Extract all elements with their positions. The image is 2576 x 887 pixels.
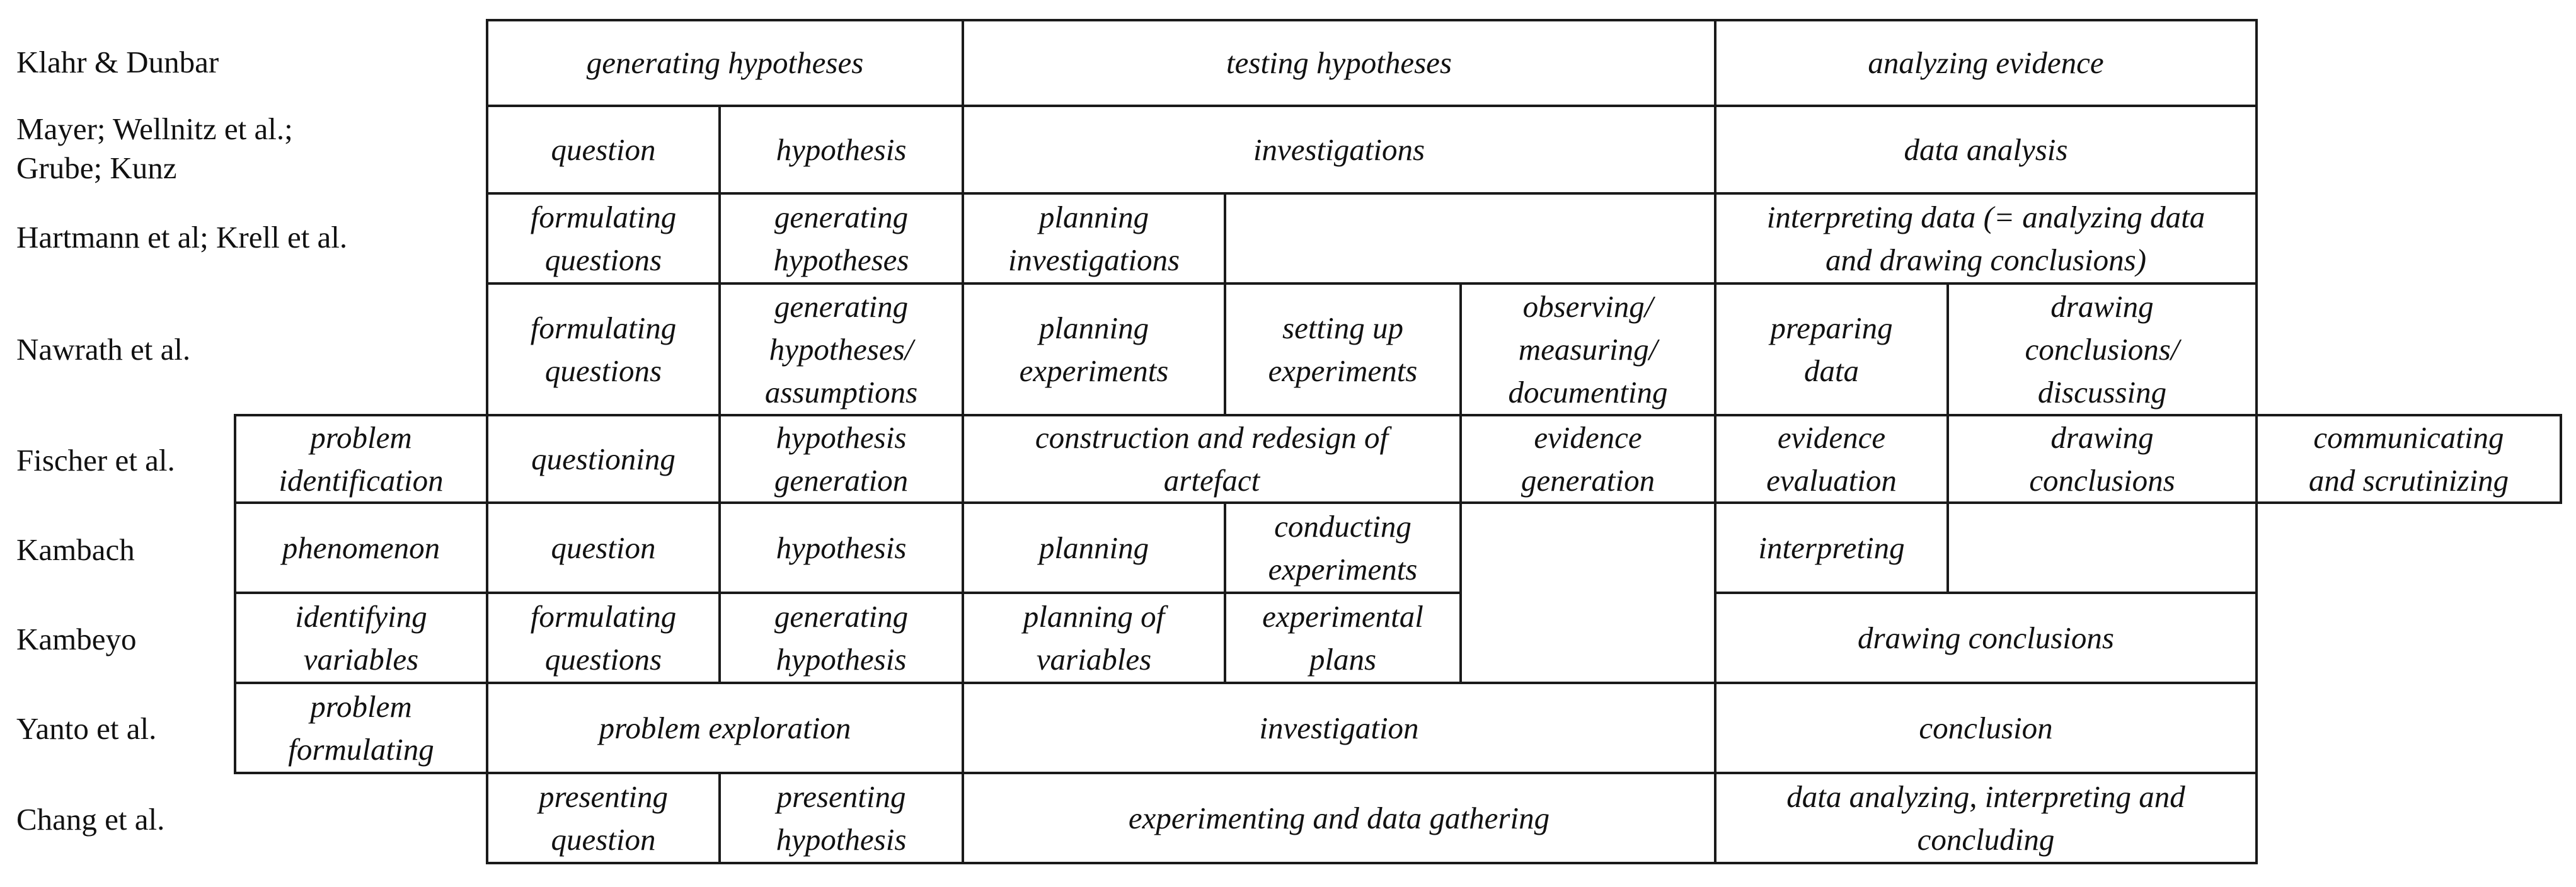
table-cell: planning of variables <box>962 592 1226 684</box>
table-cell: generating hypotheses <box>718 192 964 285</box>
table-cell: hypothesis <box>718 501 964 594</box>
row-label-fischer: Fischer et al. <box>16 443 175 478</box>
table-cell: setting up experiments <box>1224 282 1462 416</box>
table-cell: data analysis <box>1714 105 2258 195</box>
table-cell: planning <box>962 501 1226 594</box>
row-label-kambach: Kambach <box>16 532 135 567</box>
row-label-yanto: Yanto et al. <box>16 711 157 746</box>
table-cell: drawing conclusions/ discussing <box>1946 282 2258 416</box>
table-cell: identifying variables <box>234 592 488 684</box>
table-cell: planning investigations <box>962 192 1226 285</box>
table-cell: question <box>486 501 721 594</box>
table-cell: data analyzing, interpreting and concluding <box>1714 772 2258 864</box>
table-cell: formulating questions <box>486 592 721 684</box>
table-cell: questioning <box>486 414 721 504</box>
table-cell: observing/ measuring/ documenting <box>1459 282 1716 416</box>
table-cell-empty <box>1459 501 1716 684</box>
table-cell: generating hypotheses/ assumptions <box>718 282 964 416</box>
table-cell: planning experiments <box>962 282 1226 416</box>
row-label-chang: Chang et al. <box>16 802 165 837</box>
table-cell: construction and redesign of artefact <box>962 414 1462 504</box>
table-cell: generating hypotheses <box>486 19 964 107</box>
table-cell: phenomenon <box>234 501 488 594</box>
row-label-hartmann-krell: Hartmann et al; Krell et al. <box>16 220 348 255</box>
table-cell: question <box>486 105 721 195</box>
table-cell: interpreting <box>1714 501 1949 594</box>
table-cell: communicating and scrutinizing <box>2255 414 2562 504</box>
row-label-klahr-dunbar: Klahr & Dunbar <box>16 45 219 79</box>
table-cell: problem exploration <box>486 682 964 774</box>
table-cell: analyzing evidence <box>1714 19 2258 107</box>
table-cell: presenting question <box>486 772 721 864</box>
table-cell: preparing data <box>1714 282 1949 416</box>
table-cell: presenting hypothesis <box>718 772 964 864</box>
table-cell: investigation <box>962 682 1716 774</box>
table-cell: hypothesis generation <box>718 414 964 504</box>
table-cell: conclusion <box>1714 682 2258 774</box>
table-cell: drawing conclusions <box>1714 592 2258 684</box>
table-cell: problem identification <box>234 414 488 504</box>
table-cell: generating hypothesis <box>718 592 964 684</box>
row-label-nawrath: Nawrath et al. <box>16 332 191 367</box>
row-label-mayer-wellnitz: Mayer; Wellnitz et al.; Grube; Kunz <box>16 112 293 185</box>
table-cell-empty <box>1946 501 2258 594</box>
table-cell: testing hypotheses <box>962 19 1716 107</box>
table-cell: experimenting and data gathering <box>962 772 1716 864</box>
row-label-kambeyo: Kambeyo <box>16 622 137 656</box>
table-cell: conducting experiments <box>1224 501 1462 594</box>
table-cell: experimental plans <box>1224 592 1462 684</box>
table-cell: evidence evaluation <box>1714 414 1949 504</box>
table-cell: problem formulating <box>234 682 488 774</box>
table-cell: hypothesis <box>718 105 964 195</box>
table-cell: formulating questions <box>486 282 721 416</box>
table-cell-empty <box>1224 192 1716 285</box>
table-cell: formulating questions <box>486 192 721 285</box>
table-cell: investigations <box>962 105 1716 195</box>
table-cell: evidence generation <box>1459 414 1716 504</box>
table-cell: interpreting data (= analyzing data and drawing conclusions) <box>1714 192 2258 285</box>
table-cell: drawing conclusions <box>1946 414 2258 504</box>
